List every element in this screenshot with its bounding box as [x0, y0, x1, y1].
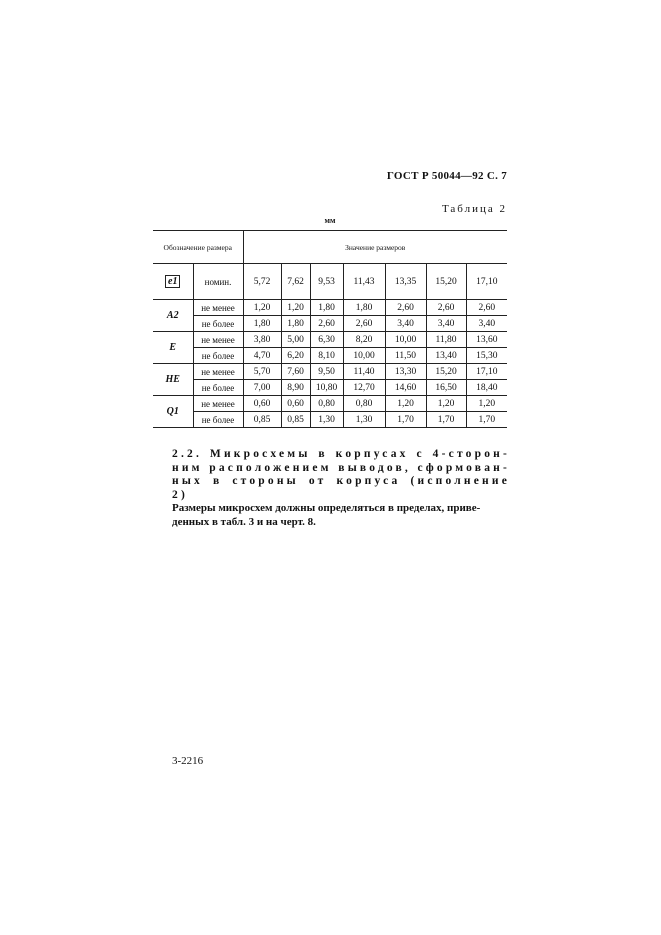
value-cell: 1,70: [426, 412, 466, 428]
value-cell: 17,10: [466, 264, 507, 300]
value-cell: 7,00: [243, 380, 281, 396]
value-cell: 4,70: [243, 348, 281, 364]
dimensions-table: [153, 230, 507, 428]
value-cell: 12,70: [343, 380, 385, 396]
table-row: [153, 332, 507, 348]
value-cell: 15,20: [426, 364, 466, 380]
paragraph-line: ных в стороны от корпуса (исполнение 2): [172, 475, 510, 501]
value-cell: 16,50: [426, 380, 466, 396]
value-cell: 17,10: [466, 364, 507, 380]
symbol-cell: [153, 396, 193, 428]
symbol-cell: [153, 332, 193, 364]
value-cell: 1,70: [466, 412, 507, 428]
paragraph-line: денных в табл. 3 и на черт. 8.: [172, 515, 316, 528]
value-cell: 1,80: [243, 316, 281, 332]
value-cell: 1,30: [310, 412, 343, 428]
value-cell: 11,43: [343, 264, 385, 300]
value-cell: 18,40: [466, 380, 507, 396]
paragraph-line: 2.2. Микросхемы в корпусах с 4-сторон-: [172, 448, 510, 460]
symbol-label: E: [169, 342, 177, 353]
symbol-label: Q1: [166, 406, 179, 417]
value-cell: 1,80: [343, 300, 385, 316]
value-cell: 2,60: [466, 300, 507, 316]
table-row: [153, 348, 507, 364]
value-cell: 1,20: [426, 396, 466, 412]
value-cell: 15,30: [466, 348, 507, 364]
qualifier-cell: не более: [193, 348, 243, 364]
symbol-label: HE: [165, 374, 180, 385]
qualifier-cell: не менее: [193, 332, 243, 348]
value-cell: 7,62: [281, 264, 310, 300]
value-cell: 8,90: [281, 380, 310, 396]
table-row: [153, 316, 507, 332]
value-cell: 5,70: [243, 364, 281, 380]
section-paragraph: [172, 448, 510, 529]
value-cell: 0,60: [281, 396, 310, 412]
qualifier-cell: не менее: [193, 300, 243, 316]
value-cell: 9,53: [310, 264, 343, 300]
value-cell: 1,70: [385, 412, 426, 428]
table-row: [153, 264, 507, 300]
value-cell: 6,30: [310, 332, 343, 348]
qualifier-cell: не менее: [193, 364, 243, 380]
value-cell: 2,60: [426, 300, 466, 316]
standard-header: ГОСТ Р 50044—92 С. 7: [386, 170, 507, 182]
symbol-cell: [153, 264, 193, 300]
value-cell: 1,80: [310, 300, 343, 316]
value-cell: 13,60: [466, 332, 507, 348]
value-cell: 13,40: [426, 348, 466, 364]
value-cell: 6,20: [281, 348, 310, 364]
value-cell: 2,60: [310, 316, 343, 332]
paragraph-line: ним расположением выводов, сформован-: [172, 461, 510, 474]
unit-label: мм: [324, 216, 336, 225]
symbol-label: e1: [165, 275, 180, 288]
value-cell: 13,30: [385, 364, 426, 380]
symbol-label: A2: [166, 310, 179, 321]
value-cell: 0,80: [310, 396, 343, 412]
value-cell: 8,20: [343, 332, 385, 348]
value-cell: 3,80: [243, 332, 281, 348]
value-cell: 14,60: [385, 380, 426, 396]
value-cell: 1,20: [281, 300, 310, 316]
value-cell: 1,20: [243, 300, 281, 316]
value-cell: 0,80: [343, 396, 385, 412]
value-cell: 0,60: [243, 396, 281, 412]
value-cell: 10,80: [310, 380, 343, 396]
qualifier-cell: не менее: [193, 396, 243, 412]
table-row: [153, 300, 507, 316]
value-cell: 2,60: [343, 316, 385, 332]
header-designation: Обозначение размера: [153, 231, 243, 264]
value-cell: 3,40: [426, 316, 466, 332]
value-cell: 0,85: [243, 412, 281, 428]
value-cell: 9,50: [310, 364, 343, 380]
value-cell: 5,72: [243, 264, 281, 300]
value-cell: 11,40: [343, 364, 385, 380]
value-cell: 10,00: [343, 348, 385, 364]
table-row: [153, 380, 507, 396]
value-cell: 15,20: [426, 264, 466, 300]
value-cell: 3,40: [385, 316, 426, 332]
value-cell: 1,20: [385, 396, 426, 412]
qualifier-cell: не более: [193, 380, 243, 396]
value-cell: 1,20: [466, 396, 507, 412]
value-cell: 13,35: [385, 264, 426, 300]
qualifier-cell: не более: [193, 316, 243, 332]
symbol-cell: [153, 300, 193, 332]
table-caption: Таблица 2: [441, 203, 507, 215]
value-cell: 5,00: [281, 332, 310, 348]
qualifier-cell: номин.: [193, 264, 243, 300]
value-cell: 7,60: [281, 364, 310, 380]
value-cell: 1,80: [281, 316, 310, 332]
table-row: [153, 396, 507, 412]
value-cell: 3,40: [466, 316, 507, 332]
table-row: [153, 364, 507, 380]
value-cell: 10,00: [385, 332, 426, 348]
symbol-cell: [153, 364, 193, 396]
table-row: [153, 412, 507, 428]
qualifier-cell: не более: [193, 412, 243, 428]
header-values: Значение размеров: [243, 231, 507, 264]
value-cell: 11,50: [385, 348, 426, 364]
paragraph-line: Размеры микросхем должны определяться в пределах, приве-: [172, 502, 481, 514]
value-cell: 2,60: [385, 300, 426, 316]
value-cell: 11,80: [426, 332, 466, 348]
value-cell: 8,10: [310, 348, 343, 364]
value-cell: 0,85: [281, 412, 310, 428]
value-cell: 1,30: [343, 412, 385, 428]
page-footer-code: 3-2216: [172, 755, 204, 767]
